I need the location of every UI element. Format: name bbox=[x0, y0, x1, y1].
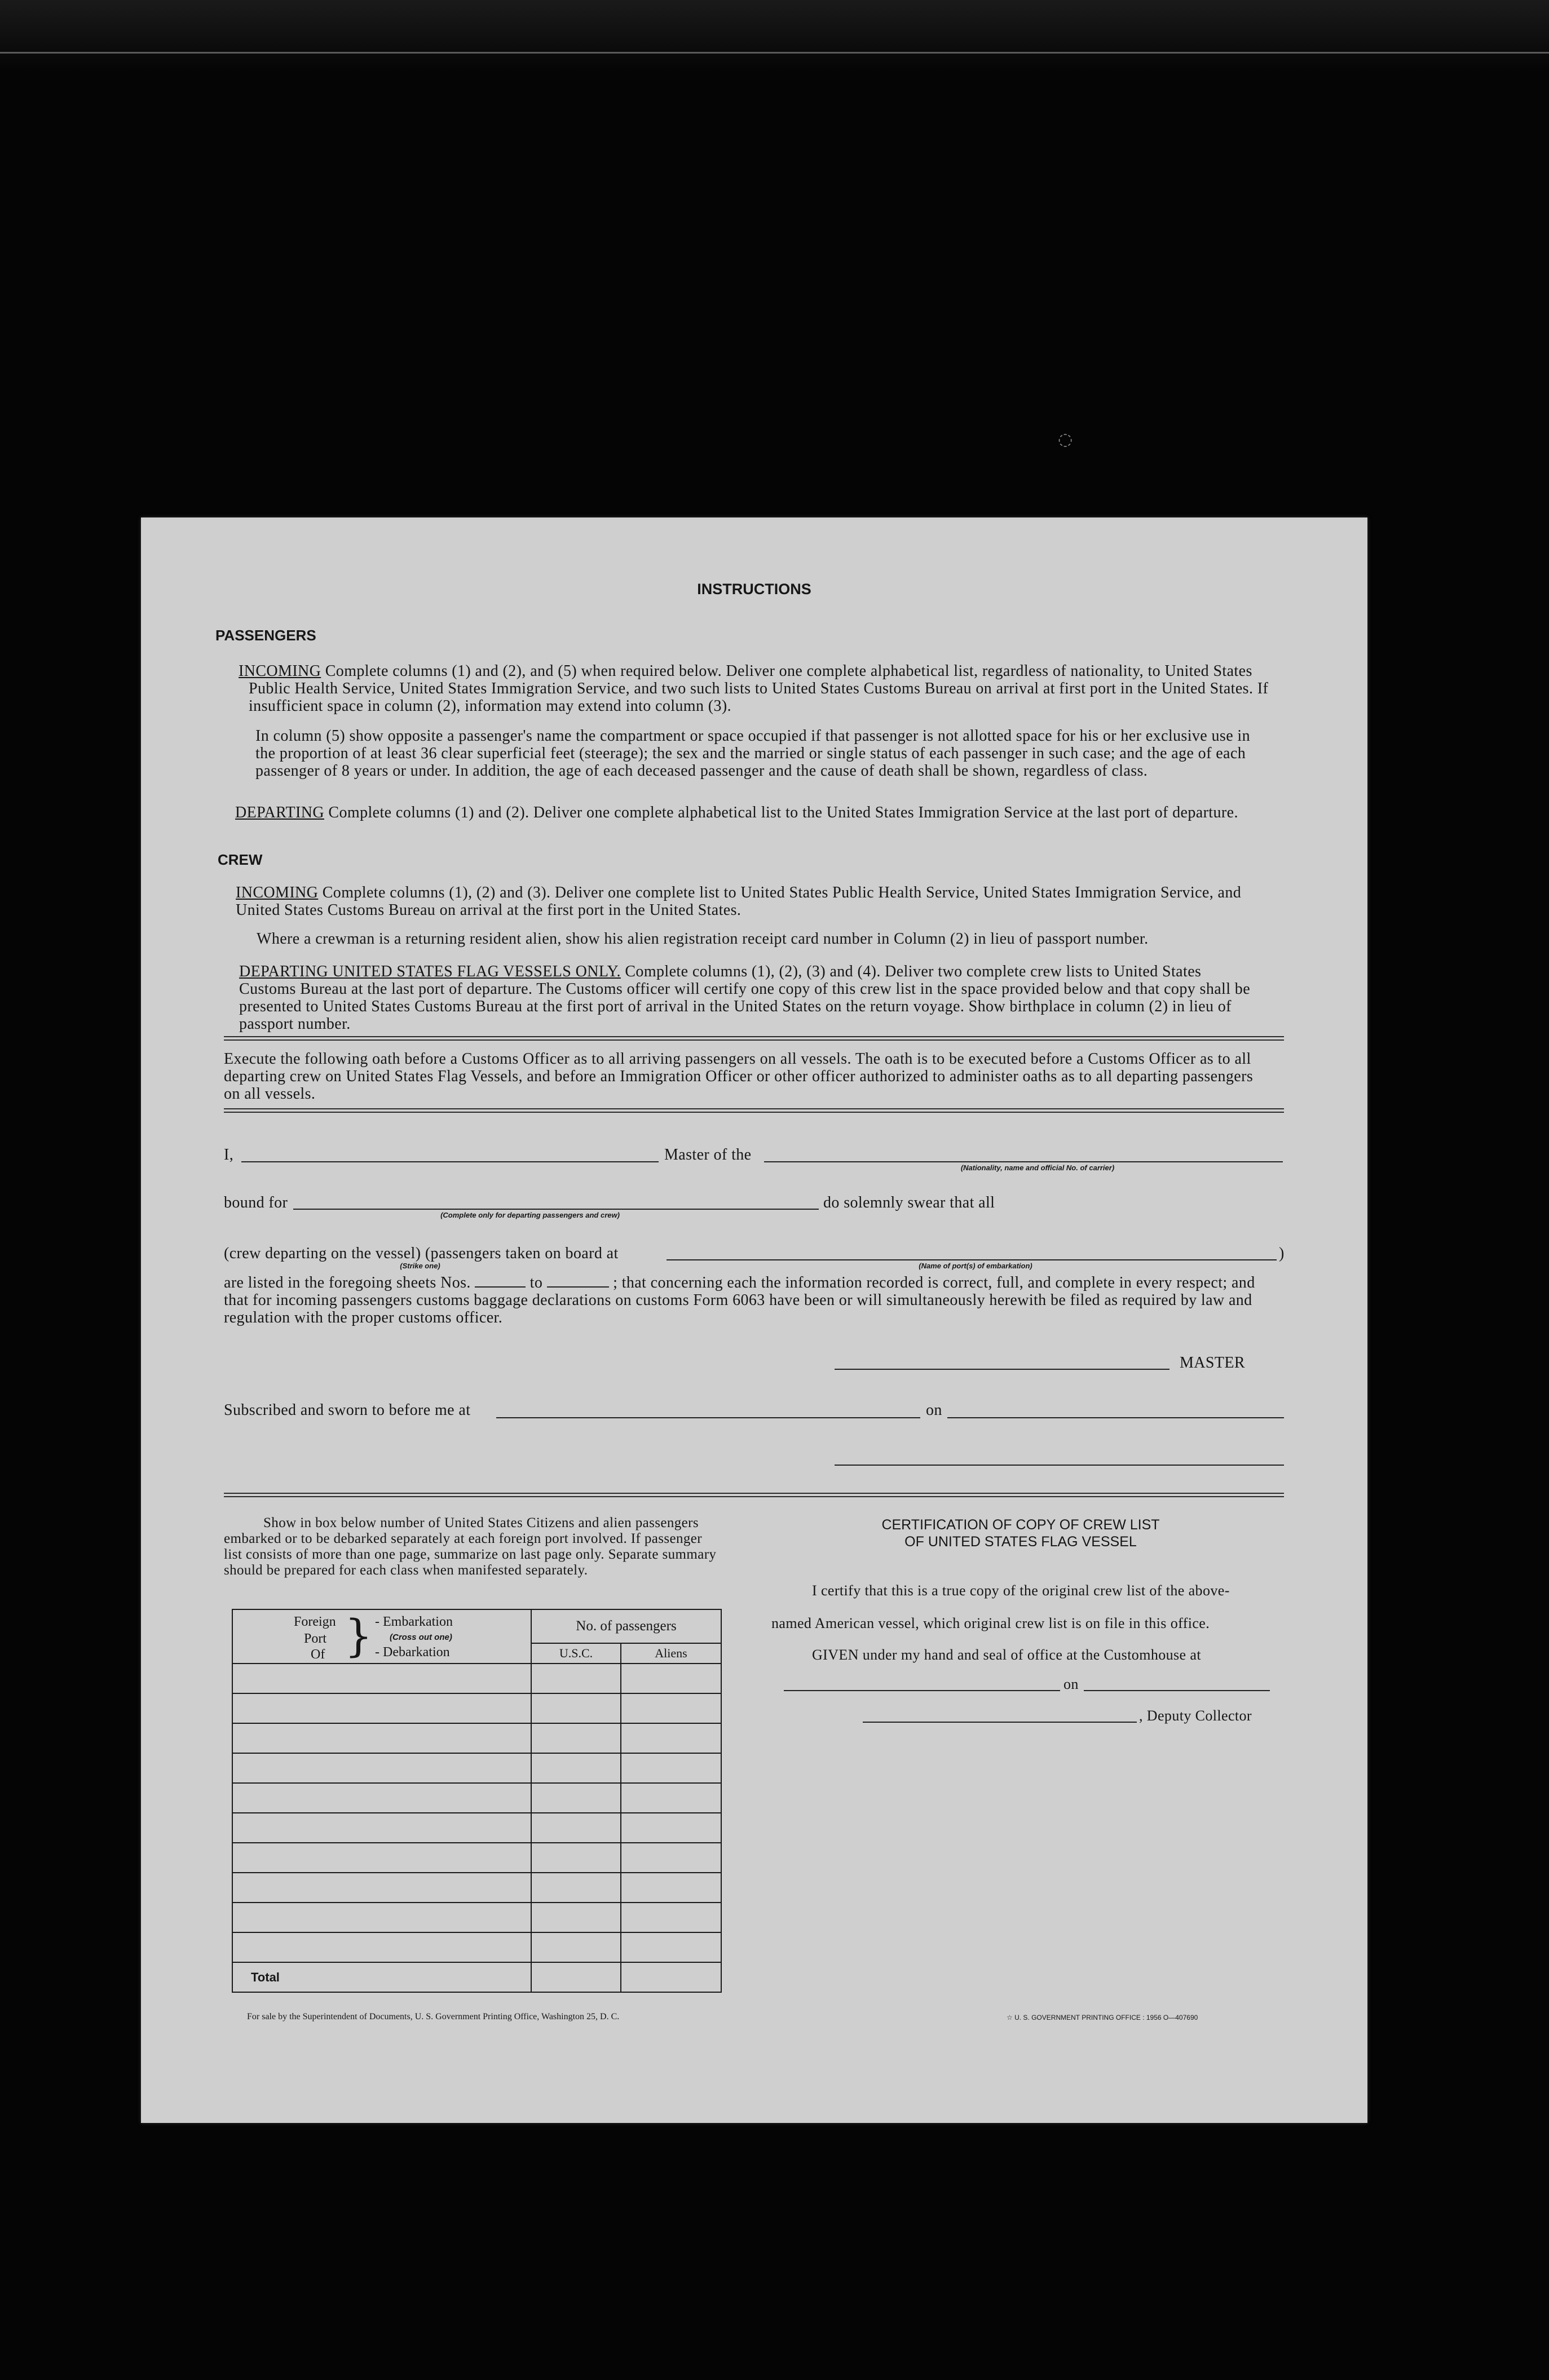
usc-cell[interactable] bbox=[531, 1873, 621, 1903]
master-label: MASTER bbox=[1180, 1354, 1245, 1372]
listed-rest: ; that concerning each the information recorded is correct, full, and complete in every respect; and that for incoming passengers customs baggage declarations on customs Form 6063 have been or will simultaneously herewith be filed as required by law and regulation with the proper customs officer. bbox=[224, 1274, 1255, 1326]
bound-for-label: bound for bbox=[224, 1194, 288, 1211]
port-cell[interactable] bbox=[232, 1813, 531, 1843]
certification-title-line1: CERTIFICATION OF COPY OF CREW LIST bbox=[881, 1517, 1160, 1533]
officer-signature-field[interactable] bbox=[835, 1465, 1284, 1466]
table-row bbox=[232, 1903, 721, 1932]
deputy-collector-label: , Deputy Collector bbox=[1139, 1707, 1252, 1724]
debarkation-label: - Debarkation bbox=[375, 1645, 450, 1660]
sheet-to-field[interactable] bbox=[547, 1275, 609, 1288]
aliens-cell[interactable] bbox=[621, 1932, 721, 1962]
certification-line1: I certify that this is a true copy of the original crew list of the above- bbox=[812, 1582, 1230, 1599]
certification-title-line2: OF UNITED STATES FLAG VESSEL bbox=[904, 1534, 1137, 1550]
passengers-incoming-label: INCOMING bbox=[239, 662, 321, 680]
port-cell[interactable] bbox=[232, 1783, 531, 1813]
to-label: to bbox=[529, 1274, 543, 1291]
passengers-heading: PASSENGERS bbox=[215, 627, 316, 644]
usc-cell[interactable] bbox=[531, 1783, 621, 1813]
aliens-cell[interactable] bbox=[621, 1664, 721, 1693]
aliens-cell[interactable] bbox=[621, 1813, 721, 1843]
table-row bbox=[232, 1783, 721, 1813]
bound-for-field[interactable] bbox=[293, 1209, 819, 1210]
crew-departing-label: DEPARTING UNITED STATES FLAG VESSELS ONLY. bbox=[239, 963, 621, 980]
usc-header: U.S.C. bbox=[531, 1643, 621, 1664]
of-label: Of bbox=[311, 1647, 325, 1662]
aliens-cell[interactable] bbox=[621, 1873, 721, 1903]
usc-cell[interactable] bbox=[531, 1723, 621, 1753]
sheet-from-field[interactable] bbox=[475, 1275, 526, 1288]
crew-incoming-text: Complete columns (1), (2) and (3). Deliver one complete list to United States Public Health Service, United States Immigration Service, and United States Customs Bureau on arrival at the first port in the United States. bbox=[236, 884, 1242, 919]
crew-resident-paragraph: Where a crewman is a returning resident alien, show his alien registration receipt card number in Column (2) in lieu of passport number. bbox=[257, 930, 1149, 948]
passengers-departing-label: DEPARTING bbox=[235, 804, 325, 821]
table-row bbox=[232, 1753, 721, 1783]
aliens-cell[interactable] bbox=[621, 1693, 721, 1723]
port-cell[interactable] bbox=[232, 1753, 531, 1783]
certification-line2: named American vessel, which original crew list is on file in this office. bbox=[771, 1615, 1210, 1631]
cross-out-label: (Cross out one) bbox=[390, 1633, 452, 1642]
strike-caption: (Strike one) bbox=[400, 1262, 440, 1270]
brace-icon: } bbox=[345, 1611, 373, 1662]
crew-departing-text: Complete columns (1), (2), (3) and (4). Deliver two complete crew lists to United States Customs Bureau at the last port of departure. The Customs officer will certify one copy of this crew list in the space provided below and that copy shall be presented to United States Customs Bureau at the first port of arrival in the United States on the return voyage. Show birthplace in column (2) in lieu of passport number. bbox=[239, 963, 1251, 1033]
usc-cell[interactable] bbox=[531, 1932, 621, 1962]
usc-cell[interactable] bbox=[531, 1753, 621, 1783]
usc-cell[interactable] bbox=[531, 1693, 621, 1723]
table-row bbox=[232, 1932, 721, 1962]
usc-cell[interactable] bbox=[531, 1903, 621, 1932]
port-header-cell bbox=[232, 1609, 531, 1664]
aliens-cell[interactable] bbox=[621, 1903, 721, 1932]
usc-cell[interactable] bbox=[531, 1813, 621, 1843]
foreign-label: Foreign bbox=[294, 1614, 336, 1629]
total-usc-cell[interactable] bbox=[531, 1962, 621, 1992]
subscribed-on-label: on bbox=[926, 1401, 942, 1419]
close-paren: ) bbox=[1279, 1245, 1285, 1262]
port-cell[interactable] bbox=[232, 1873, 531, 1903]
sheets-paragraph bbox=[224, 1274, 1261, 1326]
certification-date-field[interactable] bbox=[1084, 1690, 1270, 1691]
total-label: Total bbox=[232, 1962, 531, 1992]
summary-instructions: Show in box below number of United States Citizens and alien passengers embarked or to be debarked separately at each foreign port involved. If passenger list consists of more than one page, summarize on last page only. Separate summary should be prepared for each class when manifested separately. bbox=[224, 1515, 717, 1578]
passengers-incoming-paragraph bbox=[239, 662, 1269, 715]
subscribed-place-field[interactable] bbox=[496, 1417, 920, 1418]
master-of-label: Master of the bbox=[664, 1146, 752, 1164]
master-name-field[interactable] bbox=[241, 1161, 659, 1162]
usc-cell[interactable] bbox=[531, 1664, 621, 1693]
certification-title bbox=[750, 1516, 1291, 1550]
table-row bbox=[232, 1723, 721, 1753]
table-row bbox=[232, 1813, 721, 1843]
crew-departing-paragraph bbox=[239, 963, 1260, 1033]
port-cell[interactable] bbox=[232, 1664, 531, 1693]
passengers-column5-paragraph: In column (5) show opposite a passenger's name the compartment or space occupied if that passenger is not allotted space for his or her exclusive use in the proportion of at least 36 clear superficial feet (steerage); the sex and the married or single status of each passenger in such case; and the age of each passenger of 8 years or under. In addition, the age of each deceased passenger and the cause of death shall be shown, regardless of class. bbox=[255, 727, 1251, 780]
crew-incoming-label: INCOMING bbox=[236, 884, 319, 901]
port-cell[interactable] bbox=[232, 1932, 531, 1962]
usc-cell[interactable] bbox=[531, 1843, 621, 1873]
crew-incoming-paragraph bbox=[236, 884, 1259, 919]
certification-line3: GIVEN under my hand and seal of office at the Customhouse at bbox=[812, 1647, 1201, 1663]
crew-heading: CREW bbox=[218, 851, 263, 868]
master-signature-field[interactable] bbox=[835, 1369, 1170, 1370]
port-cell[interactable] bbox=[232, 1843, 531, 1873]
swear-label: do solemnly swear that all bbox=[823, 1194, 995, 1211]
port-cell[interactable] bbox=[232, 1693, 531, 1723]
subscribed-date-field[interactable] bbox=[947, 1417, 1284, 1418]
port-label: Port bbox=[304, 1631, 327, 1646]
aliens-cell[interactable] bbox=[621, 1783, 721, 1813]
aliens-cell[interactable] bbox=[621, 1723, 721, 1753]
footer-right: ☆ U. S. GOVERNMENT PRINTING OFFICE : 1956 O—407690 bbox=[1007, 2014, 1198, 2021]
subscribed-label: Subscribed and sworn to before me at bbox=[224, 1401, 471, 1419]
passengers-departing-text: Complete columns (1) and (2). Deliver one complete alphabetical list to the United States Immigration Service at the last port of departure. bbox=[328, 804, 1238, 821]
certification-on-label: on bbox=[1063, 1676, 1079, 1692]
bound-for-caption: (Complete only for departing passengers and crew) bbox=[440, 1211, 620, 1219]
port-cell[interactable] bbox=[232, 1903, 531, 1932]
scanner-edge-line bbox=[0, 52, 1549, 54]
dust-mark-icon: ◌ bbox=[1058, 430, 1073, 449]
port-cell[interactable] bbox=[232, 1723, 531, 1753]
no-passengers-header: No. of passengers bbox=[531, 1609, 721, 1643]
deputy-collector-field[interactable] bbox=[863, 1722, 1137, 1723]
passengers-departing-paragraph bbox=[235, 804, 1259, 821]
passenger-summary-table bbox=[232, 1609, 722, 1993]
summary-rows bbox=[232, 1664, 721, 1962]
table-row bbox=[232, 1664, 721, 1693]
table-row bbox=[232, 1693, 721, 1723]
carrier-field[interactable] bbox=[764, 1161, 1283, 1162]
total-aliens-cell[interactable] bbox=[621, 1962, 721, 1992]
oath-i-label: I, bbox=[224, 1146, 234, 1164]
form-page bbox=[141, 517, 1367, 2123]
embarkation-label: - Embarkation bbox=[375, 1614, 453, 1629]
customhouse-field[interactable] bbox=[784, 1690, 1060, 1691]
embarkation-port-field[interactable] bbox=[667, 1259, 1277, 1260]
oath-intro: Execute the following oath before a Customs Officer as to all arriving passengers on all vessels. The oath is to be executed before a Customs Officer as to all departing crew on United States Flag Vessels, and before an Immigration Officer or other officer authorized to administer oaths as to all departing passengers on all vessels. bbox=[224, 1050, 1254, 1103]
separator-1 bbox=[224, 1036, 1284, 1041]
crew-passengers-label: (crew departing on the vessel) (passengers taken on board at bbox=[224, 1245, 619, 1262]
instructions-title: INSTRUCTIONS bbox=[697, 581, 811, 598]
carrier-caption: (Nationality, name and official No. of carrier) bbox=[960, 1164, 1115, 1172]
table-row bbox=[232, 1843, 721, 1873]
aliens-cell[interactable] bbox=[621, 1843, 721, 1873]
footer-left: For sale by the Superintendent of Documents, U. S. Government Printing Office, Washington 25, D. C. bbox=[247, 2012, 620, 2021]
listed-label: are listed in the foregoing sheets Nos. bbox=[224, 1274, 471, 1291]
table-row bbox=[232, 1873, 721, 1903]
scanner-top-band bbox=[0, 0, 1549, 68]
aliens-header: Aliens bbox=[621, 1643, 721, 1664]
separator-2 bbox=[224, 1108, 1284, 1113]
port-caption: (Name of port(s) of embarkation) bbox=[919, 1262, 1032, 1270]
separator-3 bbox=[224, 1493, 1284, 1497]
aliens-cell[interactable] bbox=[621, 1753, 721, 1783]
passengers-incoming-text: Complete columns (1) and (2), and (5) when required below. Deliver one complete alphabetical list, regardless of nationality, to United States Public Health Service, United States Immigration Service, and two such lists to United States Customs Bureau on arrival at first port in the United States. If insufficient space in column (2), information may extend into column (3). bbox=[249, 662, 1269, 715]
